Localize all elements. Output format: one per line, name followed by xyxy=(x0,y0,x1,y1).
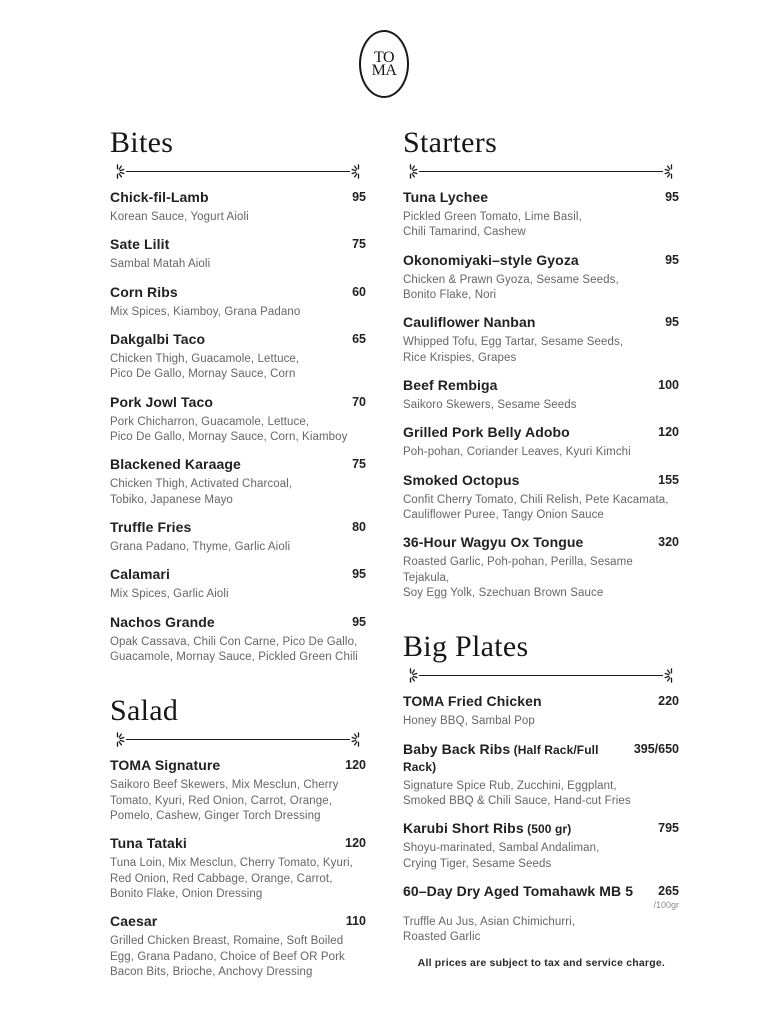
divider-line xyxy=(126,739,350,740)
section-divider xyxy=(403,667,679,683)
divider-sprig-icon xyxy=(110,732,125,747)
menu-item xyxy=(110,236,366,272)
menu-item-header xyxy=(110,614,366,631)
menu-item-header xyxy=(403,693,679,710)
menu-section-salad xyxy=(110,694,366,980)
dish-name: 60–Day Dry Aged Tomahawk MB 5 xyxy=(403,882,634,899)
dish-name: Blackened Karaage xyxy=(110,456,241,473)
dish-price: 95 xyxy=(352,567,366,582)
divider-sprig-icon xyxy=(664,668,679,683)
divider-sprig-icon xyxy=(110,164,125,179)
menu-item xyxy=(403,189,679,241)
menu-item xyxy=(403,424,679,460)
menu-item-header xyxy=(110,331,366,348)
dish-description-line: Soy Egg Yolk, Szechuan Brown Sauce xyxy=(403,586,604,599)
section-title-big_plates: Big Plates xyxy=(403,630,529,664)
dish-price-note: /100gr xyxy=(653,899,679,910)
dish-name: 36-Hour Wagyu Ox Tongue xyxy=(403,534,584,551)
dish-name: Caesar xyxy=(110,913,158,930)
dish-description-line: Pomelo, Cashew, Ginger Torch Dressing xyxy=(110,810,321,822)
dish-description-line: Pork Chicharron, Guacamole, Lettuce, xyxy=(110,415,310,428)
dish-price: 75 xyxy=(352,457,366,472)
dish-price: 95 xyxy=(665,190,679,204)
dish-price: 220 xyxy=(658,694,679,709)
menu-item-header xyxy=(403,189,679,206)
dish-name: TOMA Signature xyxy=(110,757,221,774)
dish-description xyxy=(110,934,366,980)
dish-price: 95 xyxy=(665,252,679,267)
section-title-starters: Starters xyxy=(403,126,498,159)
dish-description-line: Grana Padano, Thyme, Garlic Aioli xyxy=(110,541,291,554)
dish-description-line: Tuna Loin, Mix Mesclun, Cherry Tomato, Kyuri, xyxy=(110,857,353,870)
dish-description xyxy=(403,779,679,810)
menu-item-header xyxy=(403,472,679,489)
menu-item xyxy=(403,820,679,872)
menu-item-header xyxy=(110,189,366,206)
dish-name: Sate Lilit xyxy=(110,236,170,253)
dish-description xyxy=(110,635,366,666)
menu-item xyxy=(110,331,366,383)
section-divider xyxy=(403,163,679,179)
menu-section-big_plates xyxy=(403,630,679,945)
dish-description-line: Chicken & Prawn Gyoza, Sesame Seeds, xyxy=(403,273,619,286)
section-divider xyxy=(110,163,366,179)
dish-description xyxy=(403,273,679,304)
dish-price: 80 xyxy=(352,520,366,534)
footer-note: All prices are subject to tax and service charge. xyxy=(417,957,665,969)
dish-description xyxy=(110,210,366,225)
dish-description-line: Honey BBQ, Sambal Pop xyxy=(403,715,535,728)
menu-item-header xyxy=(403,534,679,551)
right-column xyxy=(403,126,679,956)
dish-name: Tuna Tataki xyxy=(110,835,187,852)
dish-description xyxy=(403,210,679,241)
dish-name-note: (Half Rack/Full Rack) xyxy=(403,742,599,774)
menu-item-header xyxy=(403,377,679,394)
dish-description-line: Korean Sauce, Yogurt Aioli xyxy=(110,211,249,224)
divider-sprig-icon xyxy=(351,164,366,179)
menu-item xyxy=(110,394,366,446)
dish-description xyxy=(403,335,679,366)
dish-price: 320 xyxy=(658,535,679,550)
dish-name-note: (500 gr) xyxy=(523,822,572,837)
menu-item xyxy=(110,913,366,980)
dish-description-line: Roasted Garlic xyxy=(403,930,481,943)
dish-description-line: Roasted Garlic, Poh-pohan, Perilla, Sesame Tejakula, xyxy=(403,556,633,584)
dish-description xyxy=(110,415,366,446)
dish-price: 795 xyxy=(658,821,679,836)
dish-name: Baby Back Ribs (Half Rack/Full Rack) xyxy=(403,740,599,774)
dish-name: Truffle Fries xyxy=(110,519,192,535)
dish-description-line: Smoked BBQ & Chili Sauce, Hand-cut Fries xyxy=(403,795,631,807)
menu-item xyxy=(110,566,366,602)
dish-description-line: Signature Spice Rub, Zucchini, Eggplant, xyxy=(403,779,617,792)
dish-price: 265 /100gr xyxy=(653,883,679,910)
menu-item xyxy=(110,614,366,666)
divider-sprig-icon xyxy=(351,732,366,747)
dish-description-line: Mix Spices, Kiamboy, Grana Padano xyxy=(110,305,301,318)
dish-name: Beef Rembiga xyxy=(403,376,498,393)
dish-price: 95 xyxy=(352,190,366,204)
dish-price: 120 xyxy=(345,836,366,851)
dish-name: Cauliflower Nanban xyxy=(403,314,536,331)
menu-item-header xyxy=(110,236,366,253)
dish-description xyxy=(403,493,679,524)
menu-item-header xyxy=(403,883,679,911)
dish-name: Nachos Grande xyxy=(110,613,215,630)
dish-price: 95 xyxy=(665,315,679,330)
dish-price: 155 xyxy=(658,472,679,487)
dish-description xyxy=(110,352,366,383)
section-title-salad: Salad xyxy=(110,694,179,728)
dish-name: Grilled Pork Belly Adobo xyxy=(403,424,570,441)
dish-description xyxy=(110,856,366,902)
dish-name: Dakgalbi Taco xyxy=(110,331,206,348)
dish-description-line: Cauliflower Puree, Tangy Onion Sauce xyxy=(403,509,604,521)
dish-price: 120 xyxy=(345,758,366,773)
menu-item xyxy=(403,534,679,601)
dish-description xyxy=(110,305,366,320)
dish-description xyxy=(110,540,366,555)
menu-item-header xyxy=(403,820,679,837)
toma-logo xyxy=(359,30,409,98)
dish-price: 75 xyxy=(352,237,366,252)
dish-description-line: Chicken Thigh, Guacamole, Lettuce, xyxy=(110,353,300,366)
dish-description-line: Pico De Gallo, Mornay Sauce, Corn xyxy=(110,368,296,381)
dish-description-line: Bonito Flake, Onion Dressing xyxy=(110,887,263,900)
dish-description-line: Grilled Chicken Breast, Romaine, Soft Boiled xyxy=(110,935,344,948)
dish-description-line: Tomato, Kyuri, Red Onion, Carrot, Orange, xyxy=(110,794,333,807)
dish-description-line: Pickled Green Tomato, Lime Basil, xyxy=(403,211,582,224)
dish-description-line: Opak Cassava, Chili Con Carne, Pico De Gallo, xyxy=(110,635,358,648)
dish-description-line: Tobiko, Japanese Mayo xyxy=(110,493,233,506)
dish-price: 395/650 xyxy=(633,741,679,756)
dish-description xyxy=(403,555,679,601)
menu-item-header xyxy=(403,252,679,269)
dish-description-line: Bacon Bits, Brioche, Anchovy Dressing xyxy=(110,965,313,978)
menu-item-header xyxy=(110,456,366,473)
dish-name: TOMA Fried Chicken xyxy=(403,693,542,710)
menu-item xyxy=(110,835,366,902)
divider-sprig-icon xyxy=(403,164,418,179)
menu-section-starters xyxy=(403,126,679,601)
logo-text-bottom: MA xyxy=(371,61,397,79)
dish-description xyxy=(110,778,366,824)
menu-item xyxy=(403,472,679,524)
dish-description xyxy=(403,398,679,413)
dish-description xyxy=(110,477,366,508)
dish-name: Pork Jowl Taco xyxy=(110,393,214,410)
menu-item-header xyxy=(110,835,366,852)
dish-price: 60 xyxy=(352,284,366,299)
dish-description-line: Egg, Grana Padano, Choice of Beef OR Pork xyxy=(110,950,345,963)
section-divider xyxy=(110,731,366,747)
dish-description-line: Mix Spices, Garlic Aioli xyxy=(110,588,229,601)
dish-price: 70 xyxy=(352,394,366,409)
dish-description xyxy=(110,587,366,602)
menu-item-header xyxy=(403,424,679,441)
dish-description-line: Shoyu-marinated, Sambal Andaliman, xyxy=(403,842,600,855)
dish-description-line: Confit Cherry Tomato, Chili Relish, Pete Kacamata, xyxy=(403,493,669,506)
menu-item xyxy=(403,741,679,810)
menu-item xyxy=(403,314,679,366)
menu-item-header xyxy=(110,284,366,301)
dish-description-line: Saikoro Skewers, Sesame Seeds xyxy=(403,399,577,411)
dish-name: Tuna Lychee xyxy=(403,189,489,205)
menu-item-header xyxy=(403,741,679,775)
menu-item xyxy=(110,284,366,320)
menu-item-header xyxy=(110,394,366,411)
menu-item-header xyxy=(403,314,679,331)
menu-item-header xyxy=(110,566,366,583)
dish-price: 100 xyxy=(658,377,679,392)
menu-section-bites xyxy=(110,126,366,665)
divider-sprig-icon xyxy=(403,668,418,683)
menu-item xyxy=(110,757,366,824)
dish-description-line: Crying Tiger, Sesame Seeds xyxy=(403,857,552,870)
dish-description-line: Poh-pohan, Coriander Leaves, Kyuri Kimchi xyxy=(403,446,631,459)
menu-item-header xyxy=(110,913,366,930)
dish-description-line: Sambal Matah Aioli xyxy=(110,258,211,271)
dish-description-line: Chili Tamarind, Cashew xyxy=(403,226,526,239)
dish-description-line: Rice Krispies, Grapes xyxy=(403,351,517,364)
menu-item xyxy=(403,883,679,945)
dish-description-line: Saikoro Beef Skewers, Mix Mesclun, Cherry xyxy=(110,779,339,792)
dish-price: 65 xyxy=(352,332,366,347)
menu-item xyxy=(110,189,366,225)
dish-description-line: Bonito Flake, Nori xyxy=(403,289,497,301)
dish-description-line: Chicken Thigh, Activated Charcoal, xyxy=(110,478,293,491)
menu-item xyxy=(403,252,679,304)
dish-description xyxy=(403,915,679,946)
divider-line xyxy=(419,675,663,676)
logo-text-top: TO xyxy=(373,49,395,67)
dish-name: Smoked Octopus xyxy=(403,471,520,488)
dish-name: Okonomiyaki–style Gyoza xyxy=(403,251,579,268)
dish-name: Corn Ribs xyxy=(110,283,178,300)
menu-item-header xyxy=(110,519,366,536)
dish-price: 120 xyxy=(658,425,679,440)
dish-price: 95 xyxy=(352,614,366,629)
dish-description-line: Red Onion, Red Cabbage, Orange, Carrot, xyxy=(110,872,333,885)
dish-description xyxy=(110,257,366,272)
dish-price: 110 xyxy=(345,914,366,929)
menu-item xyxy=(403,377,679,413)
menu-item-header xyxy=(110,757,366,774)
dish-description-line: Whipped Tofu, Egg Tartar, Sesame Seeds, xyxy=(403,336,624,349)
divider-sprig-icon xyxy=(664,164,679,179)
divider-line xyxy=(419,171,663,172)
dish-description xyxy=(403,841,679,872)
dish-description xyxy=(403,714,679,729)
left-column xyxy=(110,126,366,991)
menu-item xyxy=(110,456,366,508)
dish-description xyxy=(403,445,679,460)
dish-name: Calamari xyxy=(110,566,170,583)
menu-item xyxy=(403,693,679,729)
dish-description-line: Truffle Au Jus, Asian Chimichurri, xyxy=(403,915,576,928)
dish-description-line: Guacamole, Mornay Sauce, Pickled Green Chili xyxy=(110,651,358,664)
section-title-bites: Bites xyxy=(110,126,174,159)
menu-item xyxy=(110,519,366,555)
dish-name: Karubi Short Ribs (500 gr) xyxy=(403,820,572,837)
dish-name: Chick-fil-Lamb xyxy=(110,189,209,205)
dish-description-line: Pico De Gallo, Mornay Sauce, Corn, Kiamboy xyxy=(110,431,348,444)
divider-line xyxy=(126,171,350,172)
